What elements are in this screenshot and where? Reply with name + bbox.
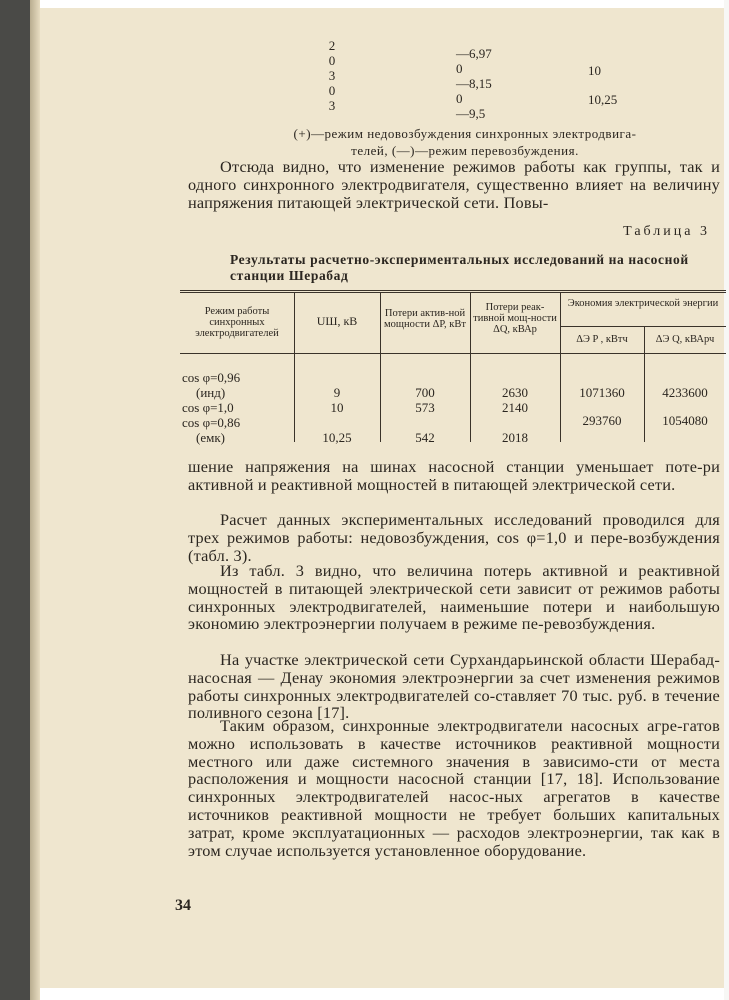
fragment-cell: 3 [328,98,336,113]
paragraph-text: Расчет данных экспериментальных исследований проводился для трех режимов работы: недовозбуждения, cos φ=1,0 и пере-возбуждения (табл. 3). [188,510,720,565]
header-economy-q: ΔЭ Q, кВАрч [655,334,715,345]
header-economy-p: ΔЭ P , кВтч [576,334,628,345]
page-gutter-shadow [30,0,40,1000]
cell-economy-q: 1054080 [662,413,708,428]
table-rule [180,290,726,291]
cell-reactive-loss: 2140 [502,400,528,415]
cell-voltage: 9 [333,385,341,400]
paragraph-6 [188,717,720,859]
paragraph-text: На участке электрической сети Сурхандарьинской области Шерабад-насосная — Денау экономия электроэнергии за счет изменения режимов работы синхронных электродвигателей со-ставляет 70 тыс. руб. в течение поливного сезона [17]. [188,650,720,723]
table-rule [180,292,726,293]
fragment-column-a [322,38,342,113]
cell-economy-q: 4233600 [662,385,708,400]
cell-reactive-loss: 2630 [502,385,528,400]
page-number: 34 [175,897,191,914]
scan-right-margin [724,0,729,1000]
row-label: cos φ=0,96 [182,370,241,385]
cell-active-loss: 542 [415,430,435,445]
paragraph-4 [188,562,720,633]
paragraph-text: Отсюда видно, что изменение режимов работы как группы, так и одного синхронного электродвигателя, существенно влияет на величину напряжения питающей электрической сети. Повы- [188,157,720,212]
header-economy: Экономия электрической энергии [567,298,719,309]
header-active-loss: Потери актив-ной мощности ΔP, кВт [384,308,466,330]
paragraph-text: Из табл. 3 видно, что величина потерь активной и реактивной мощностей в питающей электрической сети зависит от режимов работы синхронных электродвигателей, наименьшие потери и наибольшую экономию электроэнергии получаем в режиме пе-ревозбуждения. [188,561,720,634]
paragraph-2 [188,458,720,494]
fragment-cell: 0 [456,61,463,76]
cell-active-loss: 700 [415,385,435,400]
row-label: (емк) [196,430,225,445]
header-mode: Режим работы синхронных электродвигателей [195,306,279,339]
paragraph-3 [188,511,720,564]
paragraph-text: Таким образом, синхронные электродвигатели насосных агре-гатов можно использовать в качестве источников реактивной мощности местного или даже системного значения в зависимо-сти от места расположения и мощности насосной станции [17, 18]. Использование синхронных электродвигателей насос-ных агрегатов в качестве источников реактивной мощности не требует больших капитальных затрат, кроме эксплуатационных — расходов электроэнергии, так как в этом случае используется установленное оборудование. [188,716,720,860]
header-voltage: UШ, кВ [316,314,358,328]
fragment-cell: 10,25 [588,92,618,107]
fragment-column-b [456,46,492,121]
fragment-column-c [588,49,617,107]
paragraph-text: шение напряжения на шинах насосной станции уменьшает поте-ри активной и реактивной мощностей в питающей электрической сети. [188,457,720,494]
paragraph-5 [188,651,720,722]
fragment-cell: —8,15 [456,76,492,91]
row-label: cos φ=1,0 [182,400,234,415]
table-rule [294,292,295,442]
fragment-cell: 0 [328,53,336,68]
row-label: (инд) [196,385,226,400]
fragment-cell: 2 [328,38,336,53]
cell-reactive-loss: 2018 [502,430,528,445]
paragraph-1 [188,158,720,211]
cell-active-loss: 573 [415,400,435,415]
fragment-cell: —9,5 [456,106,486,121]
cell-economy-p: 293760 [582,413,622,428]
scan-binding-edge [0,0,30,1000]
fragment-cell: 0 [328,83,336,98]
table-rule [560,326,726,327]
cell-economy-p: 1071360 [579,385,625,400]
table-number: Таблица 3 [623,224,710,239]
cell-voltage: 10 [330,400,344,415]
table-footnote [255,125,675,159]
row-label: cos φ=0,86 [182,415,241,430]
table-caption: Результаты расчетно-экспериментальных исследований на насосной станции Шерабад [230,252,689,283]
fragment-cell: —6,97 [456,46,492,61]
fragment-cell: 3 [328,68,336,83]
fragment-cell: 10 [588,63,601,78]
footnote-line: (+)—режим недовозбуждения синхронных электродвига- [293,126,637,141]
results-table [180,290,726,450]
footnote-line: телей, (—)—режим перевозбуждения. [351,143,579,158]
header-reactive-loss: Потери реак-тивной мощ-ности ΔQ, кВАр [473,302,557,335]
cell-voltage: 10,25 [322,430,352,445]
fragment-cell: 0 [456,91,463,106]
